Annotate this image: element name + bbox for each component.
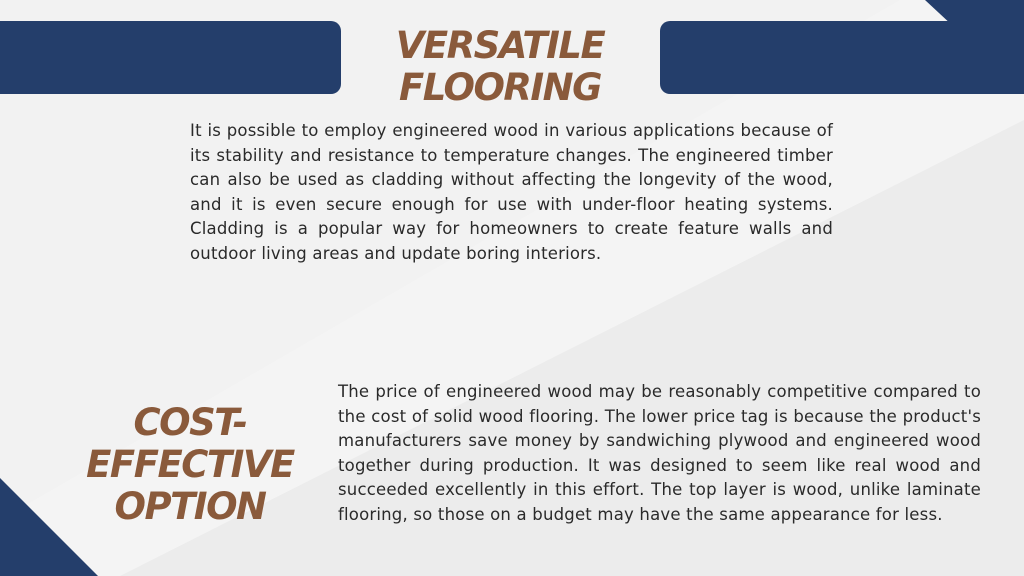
title-line: VERSATILE [395,24,605,67]
title-line: COST- [133,401,247,444]
section-title-versatile-flooring [340,25,660,109]
header-bar-right [660,21,1024,94]
title-line: FLOORING [398,66,602,109]
header-bar-left [0,21,341,94]
title-line: OPTION [114,485,266,528]
cost-effective-paragraph: The price of engineered wood may be reasonably competitive compared to the cost of solid wood flooring. The lower price tag is because the product's manufacturers save money by sandwiching plywood and engineered wood together during production. It was designed to seem like real wood and succeeded excellently in this effort. The top layer is wood, unlike laminate flooring, so those on a budget may have the same appearance for less. [338,382,981,524]
section-title-cost-effective-option [60,402,320,528]
versatile-flooring-paragraph: It is possible to employ engineered wood in various applications because of its stability and resistance to temperature changes. The engineered timber can also be used as cladding without affecting the longevity of the wood, and it is even secure enough for use with under-floor heating systems. Cladding is a popular way for homeowners to create feature walls and outdoor living areas and update boring interiors. [190,121,833,263]
title-line: EFFECTIVE [86,443,294,486]
